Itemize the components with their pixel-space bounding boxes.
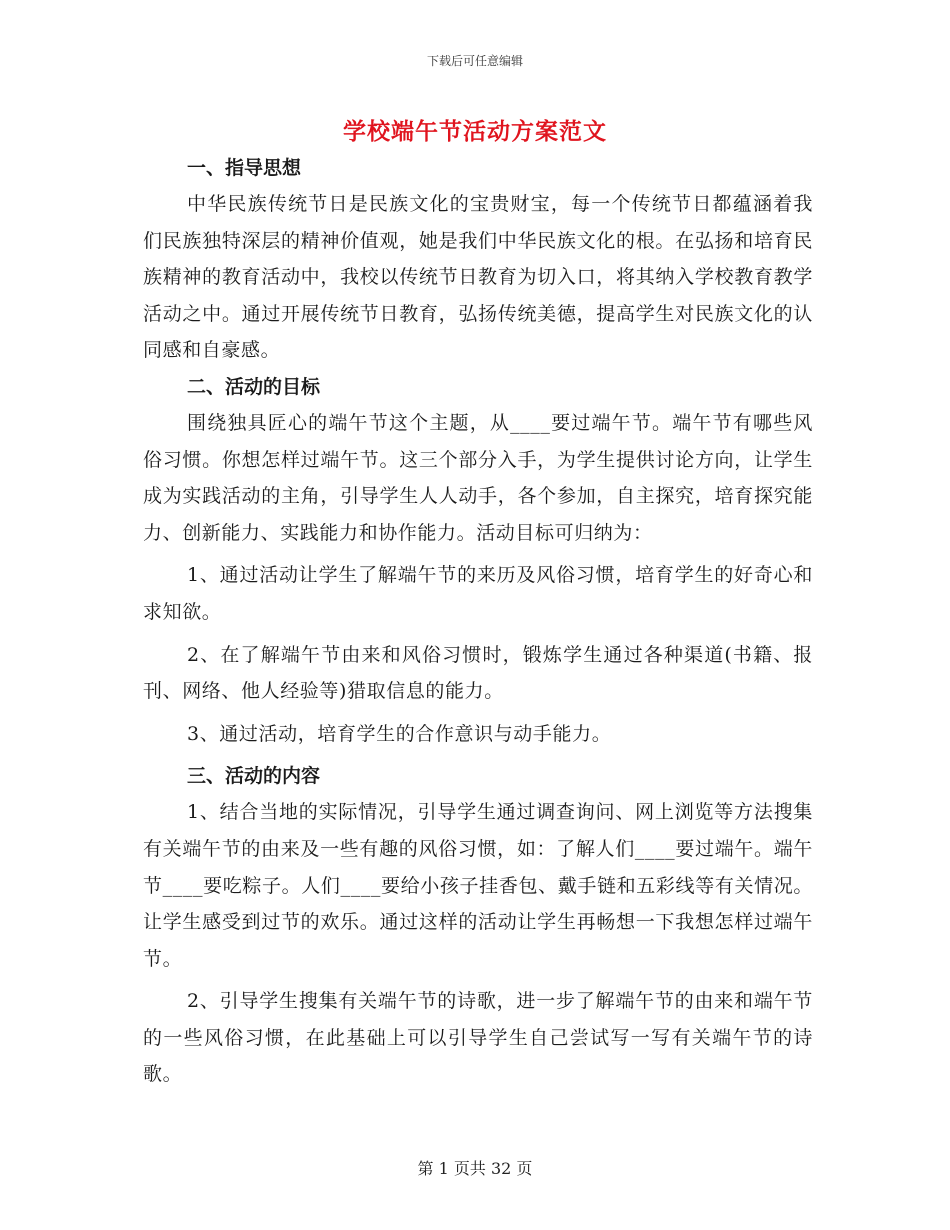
- goal-item-1: 1、通过活动让学生了解端午节的来历及风俗习惯，培育学生的好奇心和求知欲。: [143, 564, 813, 623]
- content-item-1: 1、结合当地的实际情况，引导学生通过调查询问、网上浏览等方法搜集有关端午节的由来及一些有趣的风俗习惯，如：了解人们____要过端午。端午节____要吃粽子。人们____要给小孩子挂香包、戴手链和五彩线等有关情况。让学生感受到过节的欢乐。通过这样的活动让学生再畅想一下我想怎样过端午节。: [143, 801, 813, 970]
- page-number: 第 1 页共 32 页: [417, 1159, 533, 1178]
- document-title: 学校端午节活动方案范文: [343, 118, 607, 145]
- page-header-note: 下载后可任意编辑: [426, 54, 523, 68]
- goal-item-3: 3、通过活动，培育学生的合作意识与动手能力。: [187, 722, 612, 745]
- paragraph-goals-intro: 围绕独具匠心的端午节这个主题，从____要过端午节。端午节有哪些风俗习惯。你想怎样过端午节。这三个部分入手，为学生提供讨论方向，让学生成为实践活动的主角，引导学生人人动手，各个参加，自主探究，培育探究能力、创新能力、实践能力和协作能力。活动目标可归纳为：: [143, 411, 813, 544]
- paragraph-guiding-thought: 中华民族传统节日是民族文化的宝贵财宝，每一个传统节日都蕴涵着我们民族独特深层的精神价值观，她是我们中华民族文化的根。在弘扬和培育民族精神的教育活动中，我校以传统节日教育为切入口，将其纳入学校教育教学活动之中。通过开展传统节日教育，弘扬传统美德，提高学生对民族文化的认同感和自豪感。: [143, 193, 813, 362]
- document-body: [143, 150, 813, 1093]
- section-heading-goals: 二、活动的目标: [187, 375, 321, 398]
- section-heading-content: 三、活动的内容: [187, 765, 321, 788]
- content-item-2: 2、引导学生搜集有关端午节的诗歌，进一步了解端午节的由来和端午节的一些风俗习惯，在此基础上可以引导学生自己尝试写一写有关端午节的诗歌。: [143, 990, 813, 1086]
- section-heading-guiding-thought: 一、指导思想: [187, 157, 302, 179]
- goal-item-2: 2、在了解端午节由来和风俗习惯时，锻炼学生通过各种渠道(书籍、报刊、网络、他人经验等)猎取信息的能力。: [143, 643, 813, 703]
